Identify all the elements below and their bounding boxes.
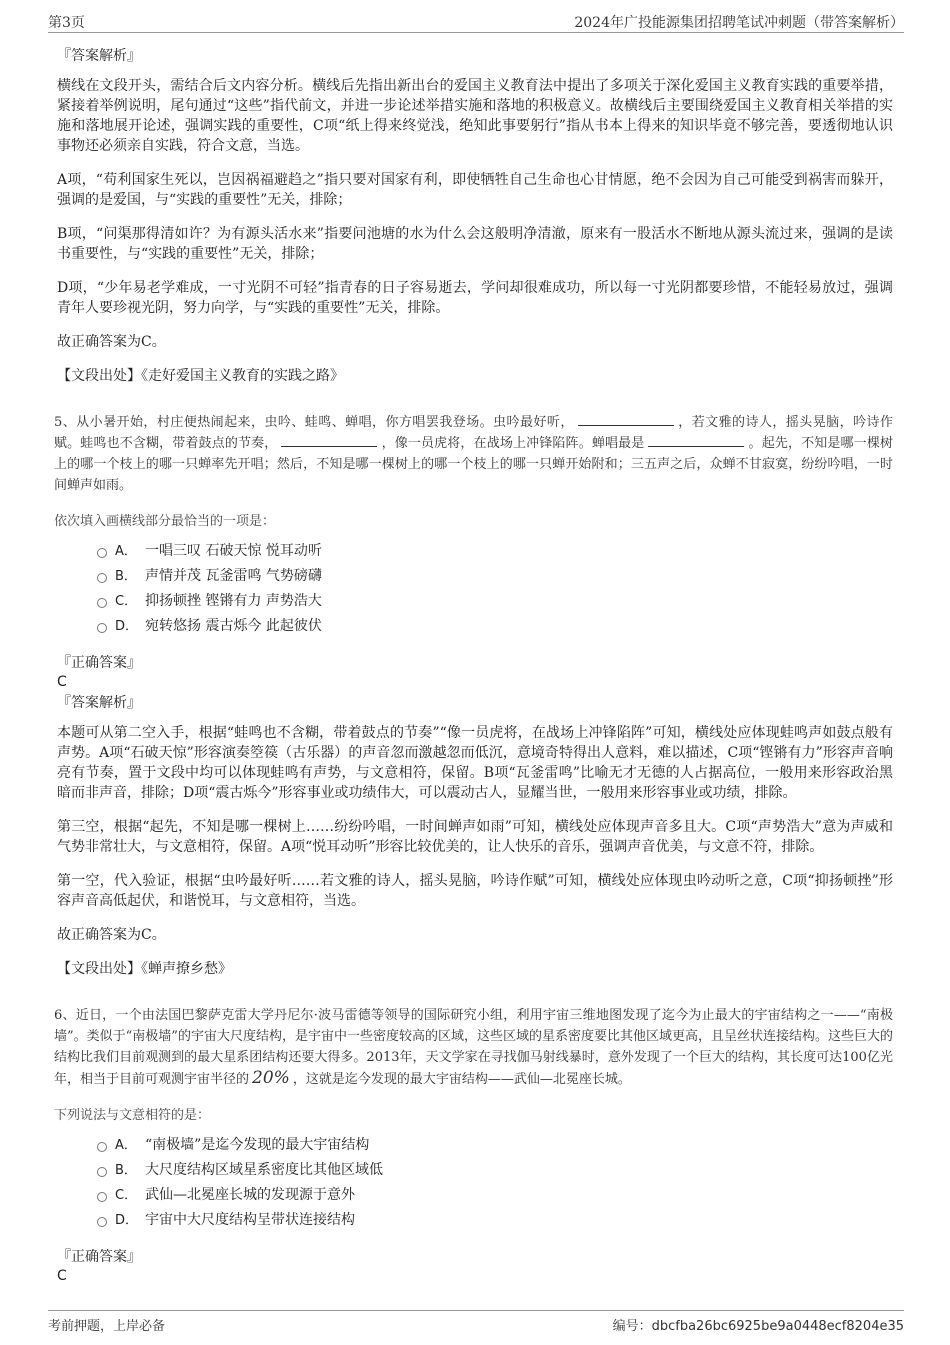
q5-answer-tag: 『正确答案』 — [57, 655, 141, 671]
radio-icon[interactable] — [97, 1167, 107, 1177]
radio-icon[interactable] — [97, 573, 107, 583]
q5-analysis-para-3: 第一空，代入验证，根据“虫吟最好听……若文雅的诗人，摇头晃脑，吟诗作赋”可知，横线处应体现虫吟动听之意，C项“抑扬顿挫”形容声音高低起伏，和谐悦耳，与文意相符，当选。 — [57, 873, 893, 909]
q6-answer: C — [57, 1268, 67, 1284]
q5-option-c[interactable]: C． 抑扬顿挫 铿锵有力 声势浩大 — [97, 589, 893, 614]
footer-code: 编号：dbcfba26bc6925be9a0448ecf8204e35 — [612, 1319, 904, 1334]
page-header — [48, 10, 904, 33]
q6-stem: 6、近日，一个由法国巴黎萨克雷大学丹尼尔·波马雷德等领导的国际研究小组，利用宇宙三维地图发现了迄今为止最大的宇宙结构之一——“南极墙”。类似于“南极墙”的宇宙大尺度结构，是宇宙中一些密度较高的区域，这些区域的星系密度要比其他区域更高，且呈丝状连接结构。这些巨大的结构比我们目前观测到的最大星系团结构还要大得多。2013年，天文学家在寻找伽马射线暴时，意外发现了一个巨大的结构，其长度可达100亿光年，相当于目前可观测宇宙半径的 20% ，这就是迄今发现的最大宇宙结构——武仙—北冕座长城。 — [54, 1008, 893, 1088]
radio-icon[interactable] — [97, 1142, 107, 1152]
q5-source: 【文段出处】《蝉声撩乡愁》 — [57, 961, 232, 977]
document-title: 2024年广投能源集团招聘笔试冲刺题（带答案解析） — [574, 15, 904, 31]
page-number: 第3页 — [48, 15, 85, 31]
q4-analysis-tag: 『答案解析』 — [57, 48, 141, 64]
q5-blank-3 — [648, 434, 744, 447]
q6-answer-tag: 『正确答案』 — [57, 1249, 141, 1265]
radio-icon[interactable] — [97, 623, 107, 633]
q6-prompt: 下列说法与文意相符的是： — [54, 1108, 211, 1123]
q4-analysis-para-1: 横线在文段开头，需结合后文内容分析。横线后先指出新出台的爱国主义教育法中提出了多项关于深化爱国主义教育实践的重要举措，紧接着举例说明，尾句通过“这些”指代前文，并进一步论述举措实施和落地的积极意义。故横线后主要围绕爱国主义教育相关举措的实施和落地展开论述，强调实践的重要性，C项“纸上得来终觉浅，绝知此事要躬行”指从书本上得来的知识毕竟不够完善，要透彻地认识事物还必须亲自实践，符合文意，当选。 — [57, 78, 893, 154]
q4-analysis-para-2: A项，“苟利国家生死以，岂因祸福避趋之”指只要对国家有利，即使牺牲自己生命也心甘情愿，绝不会因为自己可能受到祸害而躲开，强调的是爱国，与“实践的重要性”无关，排除； — [57, 172, 893, 208]
q5-stem: 5、从小暑开始，村庄便热闹起来，虫吟、蛙鸣、蝉唱，你方唱罢我登场。虫吟最好听， ，若文雅的诗人，摇头晃脑，吟诗作赋。蛙鸣也不含糊，带着鼓点的节奏， ，像一员虎将，在战场上冲锋陷阵。蝉唱最是 。起先，不知是哪一棵树上的哪一个枝上的哪一只蝉率先开唱；然后，不知是哪一棵树上的哪一个枝上的哪一只蝉开始附和；三五声之后，众蝉不甘寂寞，纷纷吟唱，一时间蝉声如雨。 — [54, 415, 893, 493]
q5-analysis-tag: 『答案解析』 — [57, 695, 141, 711]
q4-analysis-para-4: D项，“少年易老学难成，一寸光阴不可轻”指青春的日子容易逝去，学问却很难成功，所以每一寸光阴都要珍惜，不能轻易放过，强调青年人要珍视光阴，努力向学，与“实践的重要性”无关，排除。 — [57, 280, 893, 316]
q4-conclusion: 故正确答案为C。 — [57, 334, 166, 350]
q5-analysis-para-1: 本题可从第二空入手，根据“蛙鸣也不含糊，带着鼓点的节奏”“像一员虎将，在战场上冲锋陷阵”可知，横线处应体现蛙鸣声如鼓点般有声势。A项“石破天惊”形容演奏箜篌（古乐器）的声音忽而激越忽而低沉，意境奇特得出人意料，难以描述，C项“铿锵有力”形容声音响亮有节奏，置于文段中均可以体现蛙鸣有声势，与文意相符，保留。B项“瓦釜雷鸣”比喻无才无德的人占据高位，一般用来形容政治黑暗而非声音，排除；D项“震古烁今”形容事业或功绩伟大，可以震动古人，显耀当世，一般用来形容事业或功绩，排除。 — [57, 725, 893, 801]
q6-option-d[interactable]: D． 宇宙中大尺度结构呈带状连接结构 — [97, 1208, 893, 1233]
footer-slogan: 考前押题，上岸必备 — [48, 1319, 166, 1334]
q4-source: 【文段出处】《走好爱国主义教育的实践之路》 — [57, 368, 344, 384]
radio-icon[interactable] — [97, 1192, 107, 1202]
q5-blank-1 — [578, 413, 674, 426]
q5-prompt: 依次填入画横线部分最恰当的一项是： — [54, 514, 276, 529]
radio-icon[interactable] — [97, 1217, 107, 1227]
q5-analysis-para-2: 第三空，根据“起先，不知是哪一棵树上……纷纷吟唱，一时间蝉声如雨”可知，横线处应体现声音多且大。C项“声势浩大”意为声威和气势非常壮大，与文意相符，保留。A项“悦耳动听”形容比较优美的，让人快乐的音乐，强调声音优美，与文意不符，排除。 — [57, 819, 893, 855]
q4-analysis-para-3: B项，“问渠那得清如许？为有源头活水来”指要问池塘的水为什么会这般明净清澈，原来有一股活水不断地从源头流过来，强调的是读书重要性，与“实践的重要性”无关，排除； — [57, 226, 893, 262]
q6-option-b[interactable]: B． 大尺度结构区域星系密度比其他区域低 — [97, 1158, 893, 1183]
radio-icon[interactable] — [97, 548, 107, 558]
q5-conclusion: 故正确答案为C。 — [57, 927, 166, 943]
q5-blank-2 — [281, 434, 377, 447]
q5-option-b[interactable]: B． 声情并茂 瓦釜雷鸣 气势磅礴 — [97, 564, 893, 589]
q5-option-d[interactable]: D． 宛转悠扬 震古烁今 此起彼伏 — [97, 614, 893, 639]
document-body — [54, 38, 893, 1287]
q6-option-a[interactable]: A． “南极墙”是迄今发现的最大宇宙结构 — [97, 1133, 893, 1158]
radio-icon[interactable] — [97, 598, 107, 608]
q5-options — [97, 539, 893, 639]
q5-answer: C — [57, 674, 67, 690]
q6-options — [97, 1133, 893, 1233]
q6-option-c[interactable]: C． 武仙—北冕座长城的发现源于意外 — [97, 1183, 893, 1208]
page-footer — [48, 1310, 904, 1333]
q5-option-a[interactable]: A． 一唱三叹 石破天惊 悦耳动听 — [97, 539, 893, 564]
q6-percent: 20% — [252, 1068, 290, 1088]
